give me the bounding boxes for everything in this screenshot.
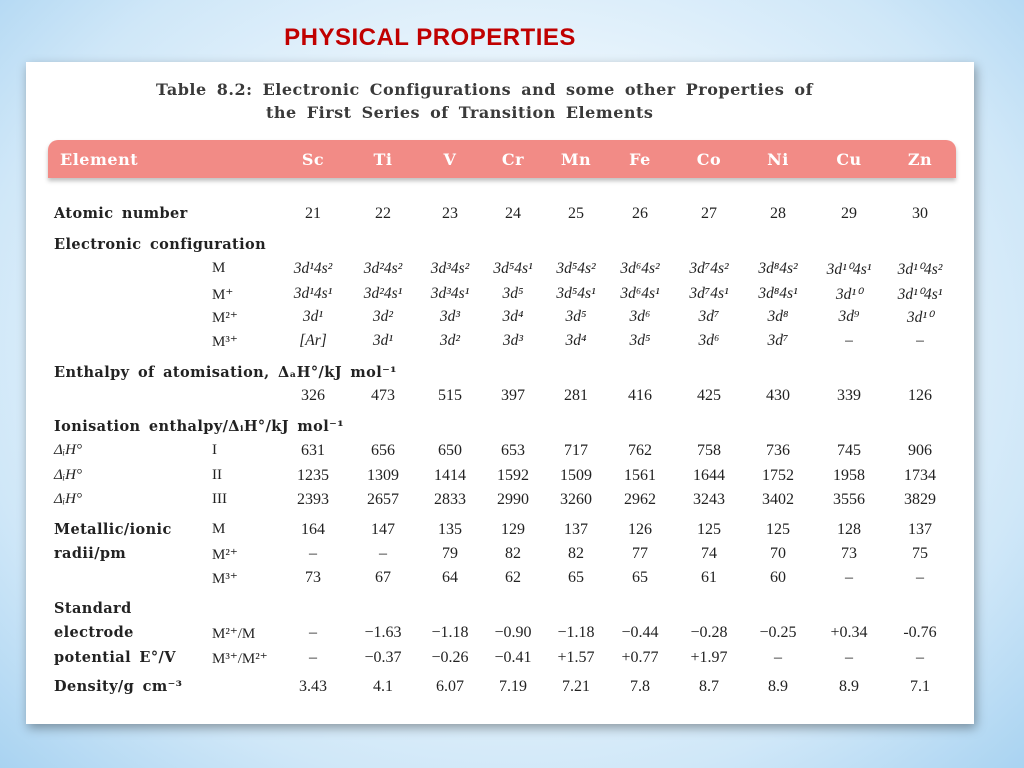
ionisation-cell: 2393 [297,491,329,508]
label-electrode-line1: Standard [54,600,132,617]
electrode-cell: −0.41 [494,649,532,666]
density-cell: 7.21 [562,678,590,695]
config-cell: 3d²4s¹ [363,285,403,302]
config-cell: – [916,332,924,349]
atomisation-cell: 397 [501,387,525,404]
header-element-cr: Cr [501,150,525,169]
table-caption [156,78,856,124]
config-cell: 3d⁶ [698,332,720,349]
config-species: M³⁺ [212,334,238,350]
ionisation-cell: 1309 [367,467,399,484]
config-cell: 3d⁹ [838,308,860,325]
ionisation-cell: 906 [908,442,932,459]
config-cell: 3d⁵ [629,332,651,349]
ionisation-cell: 1958 [833,467,865,484]
electrode-cell: +1.57 [557,649,595,666]
ionisation-cell: 3260 [560,491,592,508]
row-atomic-number [26,205,974,229]
config-cell: 3d⁶ [629,308,651,325]
ionisation-cell: 1592 [497,467,529,484]
label-electrode-line2: electrode [54,624,134,641]
ionisation-cell: 736 [766,442,790,459]
radii-cell: 126 [628,521,652,538]
header-element-fe: Fe [629,150,651,169]
radii-species: M³⁺ [212,571,238,587]
electrode-couple: M³⁺/M²⁺ [212,651,268,667]
ionisation-cell: 2657 [367,491,399,508]
radii-cell: 82 [505,545,521,562]
config-cell: 3d⁵4s¹ [556,285,596,302]
config-cell: 3d¹⁰ [835,286,863,303]
config-cell: [Ar] [299,332,327,349]
row-config-0 [26,260,974,284]
row-radii-1 [26,545,974,569]
config-cell: 3d² [372,308,394,325]
atomisation-cell: 515 [438,387,462,404]
config-cell: 3d⁴ [502,308,524,325]
electrode-cell: −1.18 [557,624,595,641]
electrode-cell: – [774,649,782,666]
radii-cell: 137 [564,521,588,538]
config-cell: 3d⁷4s¹ [689,285,729,302]
config-cell: 3d⁵ [565,308,587,325]
header-element-ti: Ti [373,150,393,169]
config-cell: 3d⁵ [502,285,524,302]
row-ionisation-label [26,418,974,442]
ionisation-symbol: ΔᵢH° [54,491,83,507]
electrode-cell: -0.76 [903,624,937,641]
radii-cell: – [379,545,387,562]
config-cell: 3d¹⁰4s¹ [897,286,943,303]
header-element-v: V [443,150,457,169]
radii-cell: – [916,569,924,586]
atomic-number-cell: 27 [701,205,717,222]
electrode-cell: −0.25 [759,624,797,641]
row-radii-2 [26,569,974,593]
caption-line-2: the First Series of Transition Elements [266,103,654,122]
atomisation-cell: 473 [371,387,395,404]
radii-cell: 77 [632,545,648,562]
electrode-cell: – [916,649,924,666]
config-cell: 3d¹ [372,332,394,349]
label-electronic-configuration: Electronic configuration [54,236,267,253]
config-species: M [212,260,226,276]
atomic-number-cell: 29 [841,205,857,222]
config-cell: 3d³ [439,308,461,325]
config-cell: 3d⁷4s² [689,260,729,277]
atomisation-cell: 126 [908,387,932,404]
atomic-number-cell: 25 [568,205,584,222]
label-enthalpy-atomisation: Enthalpy of atomisation, ΔₐH°/kJ mol⁻¹ [54,364,397,381]
table-header [48,140,956,178]
radii-cell: 147 [371,521,395,538]
electrode-cell: −1.63 [364,624,402,641]
radii-cell: 64 [442,569,458,586]
atomic-number-cell: 23 [442,205,458,222]
density-cell: 8.7 [699,678,719,695]
radii-cell: 61 [701,569,717,586]
config-cell: 3d¹⁰ [906,309,934,326]
ionisation-cell: 653 [501,442,525,459]
electrode-cell: −0.44 [621,624,659,641]
electrode-cell: −0.37 [364,649,402,666]
radii-cell: 128 [837,521,861,538]
ionisation-cell: 1734 [904,467,936,484]
ionisation-cell: 762 [628,442,652,459]
ionisation-cell: 745 [837,442,861,459]
electrode-cell: −0.90 [494,624,532,641]
atomisation-cell: 339 [837,387,861,404]
ionisation-cell: 3556 [833,491,865,508]
radii-cell: 82 [568,545,584,562]
config-cell: 3d¹⁰4s¹ [826,261,872,278]
caption-line-1: Table 8.2: Electronic Configurations and some other Properties of [156,80,813,99]
radii-cell: 67 [375,569,391,586]
density-cell: 4.1 [373,678,393,695]
ionisation-cell: 2962 [624,491,656,508]
row-radii-0 [26,521,974,545]
config-species: M²⁺ [212,310,238,326]
electrode-cell: – [309,649,317,666]
radii-cell: 125 [766,521,790,538]
atomisation-cell: 425 [697,387,721,404]
density-cell: 7.1 [910,678,930,695]
radii-cell: 75 [912,545,928,562]
header-element-zn: Zn [907,150,933,169]
config-cell: 3d⁷ [698,308,720,325]
radii-cell: 79 [442,545,458,562]
label-density: Density/g cm⁻³ [54,678,183,695]
config-cell: 3d⁶4s¹ [620,285,660,302]
config-cell: 3d¹ [302,308,324,325]
ionisation-symbol: ΔᵢH° [54,467,83,483]
config-cell: 3d⁸4s² [758,260,798,277]
electrode-cell: – [309,624,317,641]
radii-cell: 135 [438,521,462,538]
atomic-number-cell: 30 [912,205,928,222]
ionisation-cell: 1752 [762,467,794,484]
ionisation-cell: 3829 [904,491,936,508]
ionisation-cell: 1235 [297,467,329,484]
electrode-cell: −1.18 [431,624,469,641]
electrode-cell: −0.26 [431,649,469,666]
row-electrode-label [26,600,974,624]
radii-cell: 73 [841,545,857,562]
row-ionisation-0 [26,442,974,466]
atomic-number-cell: 21 [305,205,321,222]
atomisation-cell: 326 [301,387,325,404]
density-cell: 8.9 [839,678,859,695]
ionisation-cell: 1509 [560,467,592,484]
header-element-co: Co [696,150,722,169]
config-cell: 3d⁶4s² [620,260,660,277]
row-config-1 [26,285,974,309]
ionisation-cell: 631 [301,442,325,459]
config-cell: – [845,332,853,349]
header-element-mn: Mn [560,150,592,169]
config-cell: 3d¹4s¹ [293,285,333,302]
radii-cell: 129 [501,521,525,538]
atomic-number-cell: 26 [632,205,648,222]
header-element-ni: Ni [767,150,789,169]
radii-cell: 125 [697,521,721,538]
electrode-cell: −0.28 [690,624,728,641]
radii-cell: 60 [770,569,786,586]
ionisation-cell: 758 [697,442,721,459]
radii-cell: – [309,545,317,562]
row-config-3 [26,332,974,356]
atomic-number-cell: 28 [770,205,786,222]
radii-cell: – [845,569,853,586]
header-element-cu: Cu [836,150,862,169]
label-ionisation-enthalpy: Ionisation enthalpy/ΔᵢH°/kJ mol⁻¹ [54,418,344,435]
ionisation-cell: 1414 [434,467,466,484]
config-cell: 3d⁵4s² [556,260,596,277]
config-cell: 3d² [439,332,461,349]
label-electrode-line3: potential E°/V [54,649,176,666]
row-enthalpy-atomisation [26,387,974,411]
radii-cell: 62 [505,569,521,586]
radii-cell: 73 [305,569,321,586]
ionisation-cell: 656 [371,442,395,459]
atomic-number-cell: 24 [505,205,521,222]
ionisation-cell: 3402 [762,491,794,508]
density-cell: 7.19 [499,678,527,695]
radii-cell: 65 [568,569,584,586]
electrode-cell: +0.34 [830,624,868,641]
atomisation-cell: 416 [628,387,652,404]
config-cell: 3d³ [502,332,524,349]
header-element-sc: Sc [301,150,325,169]
density-cell: 7.8 [630,678,650,695]
row-density [26,678,974,702]
config-cell: 3d¹⁰4s² [897,261,943,278]
electrode-cell: – [845,649,853,666]
config-cell: 3d³4s² [430,260,470,277]
row-config-2 [26,308,974,332]
ionisation-symbol: ΔᵢH° [54,442,83,458]
radii-cell: 137 [908,521,932,538]
label-radii-line1: Metallic/ionic [54,521,172,538]
ionisation-cell: 717 [564,442,588,459]
radii-cell: 70 [770,545,786,562]
slide-title: PHYSICAL PROPERTIES [284,24,576,51]
config-cell: 3d⁸4s¹ [758,285,798,302]
config-cell: 3d⁸ [767,308,789,325]
config-cell: 3d¹4s² [293,260,333,277]
ionisation-cell: 1561 [624,467,656,484]
row-ionisation-1 [26,467,974,491]
config-cell: 3d⁴ [565,332,587,349]
ionisation-cell: 2833 [434,491,466,508]
config-cell: 3d³4s¹ [430,285,470,302]
electrode-cell: +0.77 [621,649,659,666]
density-cell: 3.43 [299,678,327,695]
atomisation-cell: 281 [564,387,588,404]
ionisation-order: I [212,442,217,458]
radii-species: M²⁺ [212,547,238,563]
electrode-couple: M²⁺/M [212,626,256,642]
row-electrode-1 [26,649,974,673]
density-cell: 8.9 [768,678,788,695]
electrode-cell: +1.97 [690,649,728,666]
ionisation-cell: 3243 [693,491,725,508]
ionisation-cell: 1644 [693,467,725,484]
ionisation-cell: 650 [438,442,462,459]
label-atomic-number: Atomic number [54,205,188,222]
radii-cell: 65 [632,569,648,586]
radii-species: M [212,521,226,537]
row-electronic-config-label [26,236,974,260]
row-electrode-0 [26,624,974,648]
density-cell: 6.07 [436,678,464,695]
row-enthalpy-atomisation-label [26,364,974,388]
ionisation-order: III [212,491,227,507]
ionisation-cell: 2990 [497,491,529,508]
row-ionisation-2 [26,491,974,515]
config-species: M⁺ [212,287,234,303]
table-panel [26,62,974,724]
header-element-label: Element [60,150,139,169]
ionisation-order: II [212,467,222,483]
config-cell: 3d⁷ [767,332,789,349]
label-radii-line2: radii/pm [54,545,127,562]
radii-cell: 164 [301,521,325,538]
config-cell: 3d²4s² [363,260,403,277]
atomic-number-cell: 22 [375,205,391,222]
config-cell: 3d⁵4s¹ [493,260,533,277]
atomisation-cell: 430 [766,387,790,404]
radii-cell: 74 [701,545,717,562]
